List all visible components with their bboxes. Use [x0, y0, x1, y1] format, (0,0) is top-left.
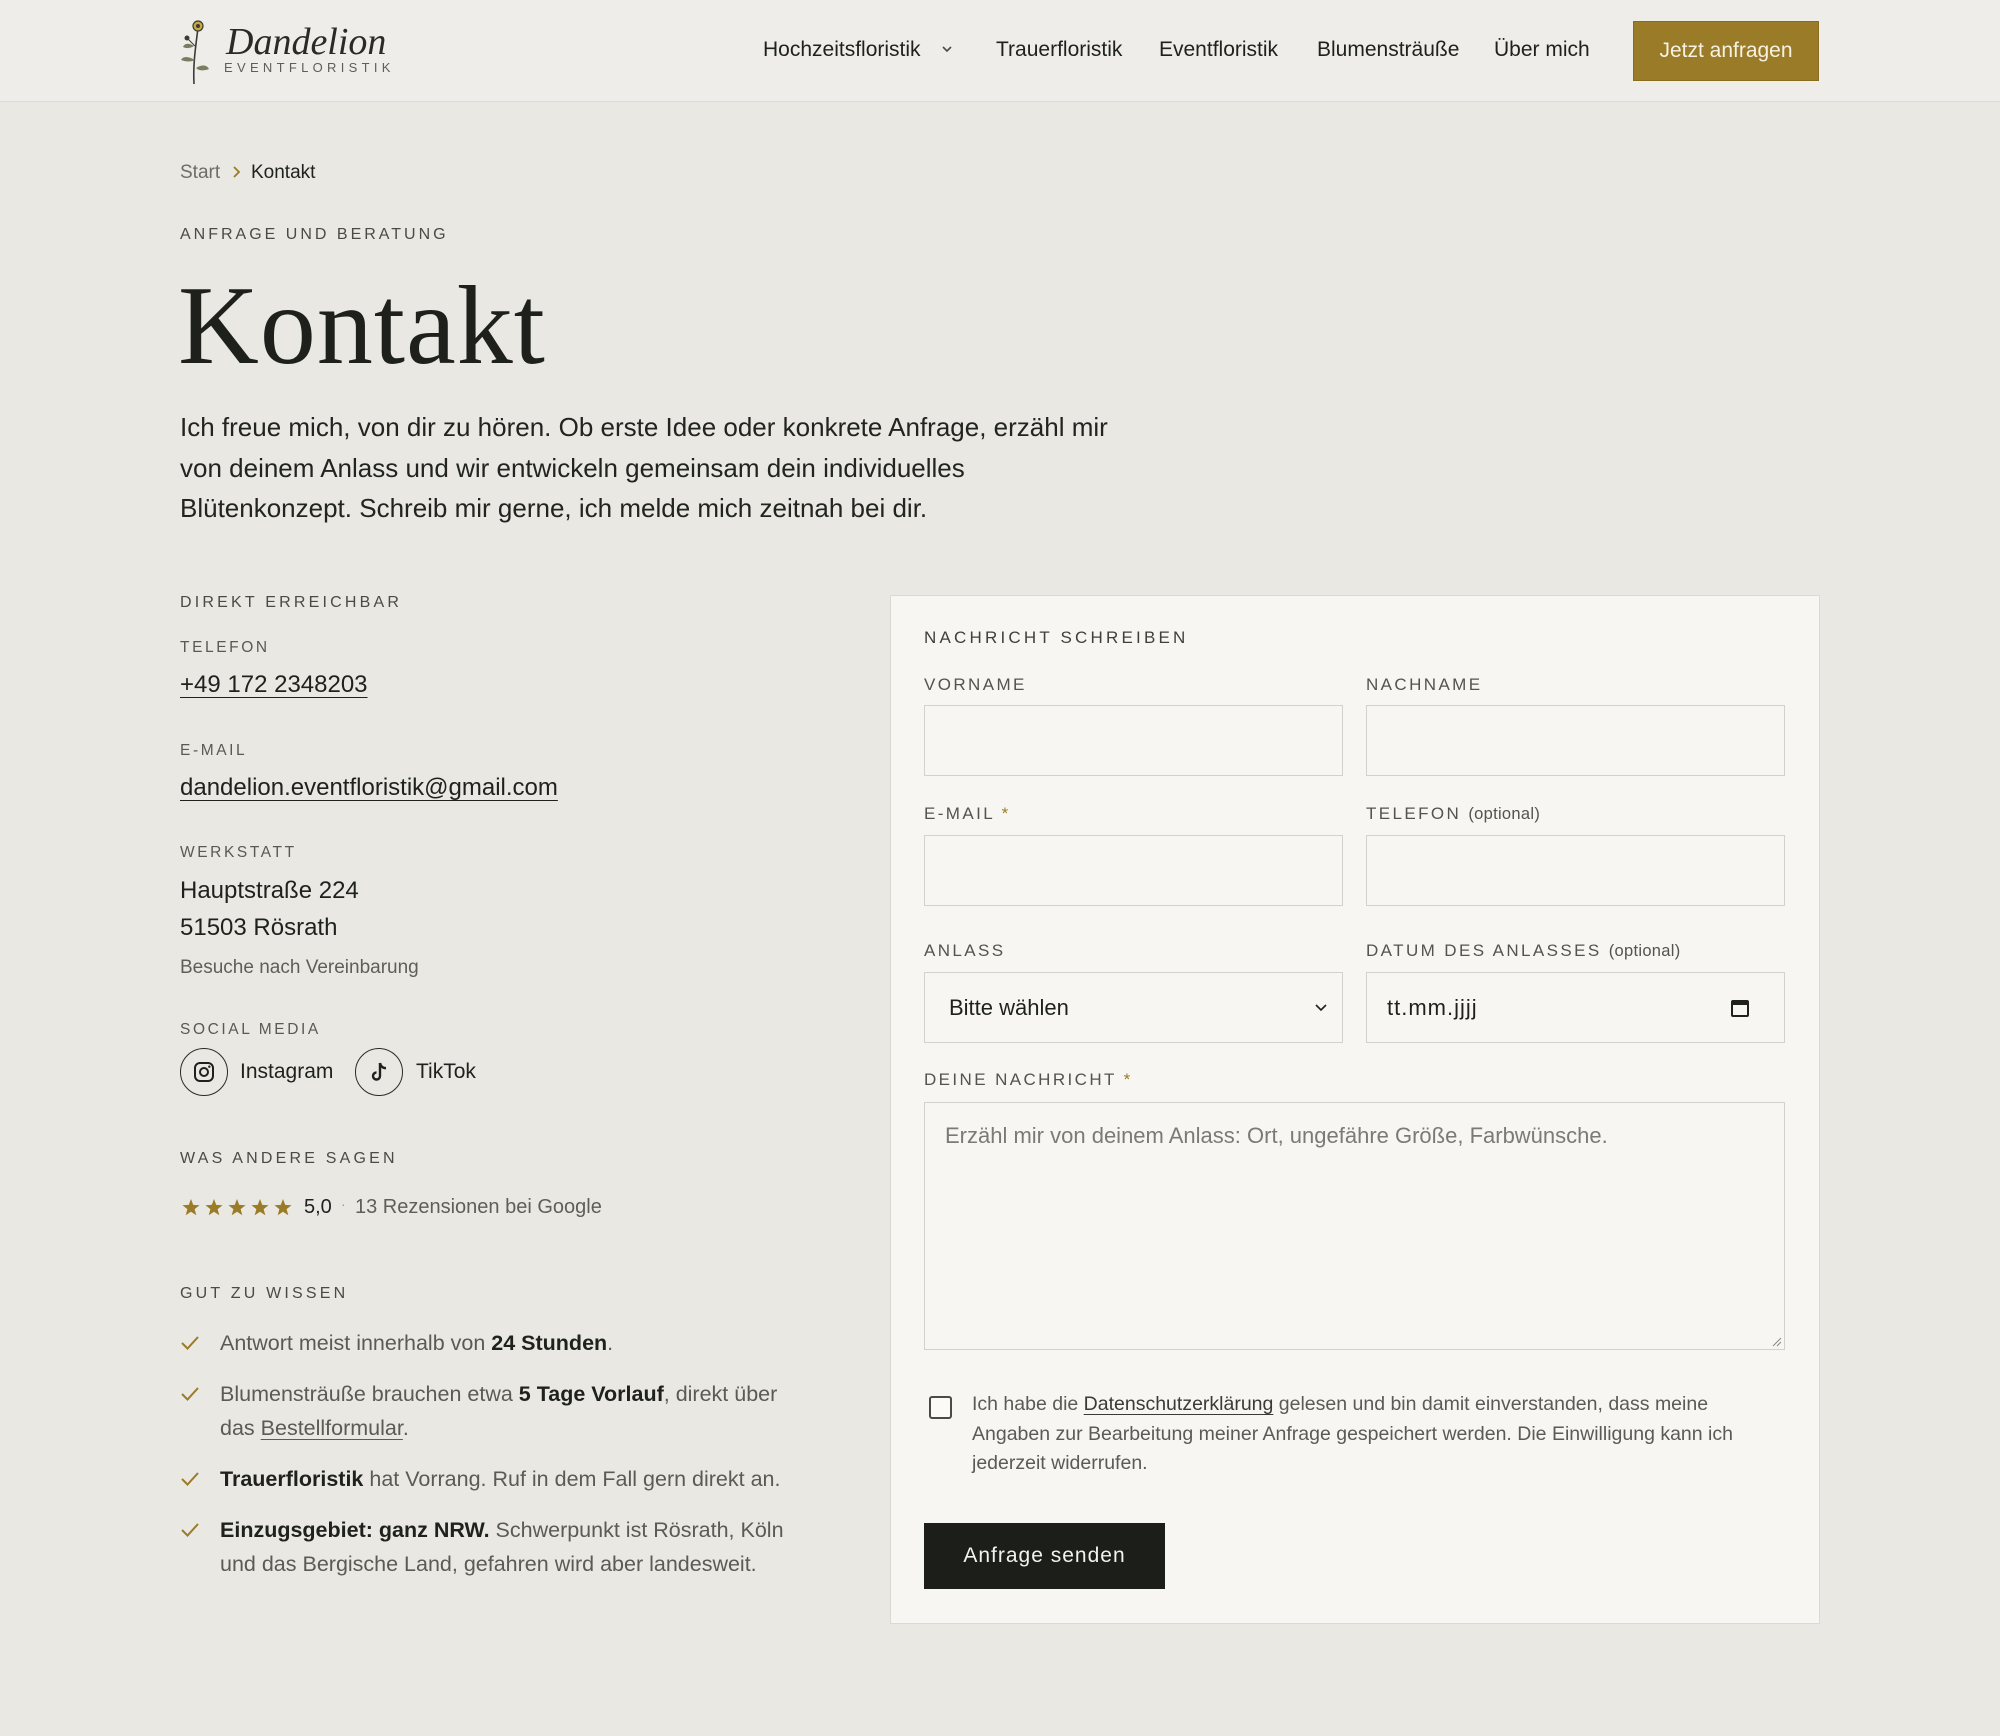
- message-placeholder: Erzähl mir von deinem Anlass: Ort, ungefähre Größe, Farbwünsche.: [945, 1123, 1608, 1148]
- lastname-input[interactable]: [1366, 705, 1785, 776]
- address-city: 51503 Rösrath: [180, 914, 338, 941]
- email-field-label: E-MAIL *: [924, 804, 1011, 823]
- order-form-link[interactable]: Bestellformular: [260, 1416, 403, 1440]
- fact-text: Antwort meist innerhalb von 24 Stunden.: [220, 1331, 614, 1355]
- check-icon: [180, 1470, 200, 1488]
- tiktok-icon[interactable]: [355, 1048, 403, 1096]
- check-icon: [180, 1334, 200, 1352]
- request-cta-button[interactable]: Jetzt anfragen: [1633, 21, 1819, 81]
- star-icon: [274, 1199, 291, 1215]
- occasion-date-label: DATUM DES ANLASSES (optional): [1366, 941, 1681, 960]
- brand-logo[interactable]: [178, 16, 408, 86]
- occasion-select[interactable]: [924, 972, 1343, 1043]
- resize-grip-icon[interactable]: [1770, 1335, 1782, 1347]
- brand-name: Dandelion: [226, 21, 387, 63]
- nav-item-eventfloristik[interactable]: Eventfloristik: [1159, 38, 1279, 61]
- phone-label: TELEFON: [180, 639, 270, 656]
- instagram-link[interactable]: Instagram: [240, 1060, 334, 1083]
- occasion-date-input[interactable]: [1366, 972, 1785, 1043]
- instagram-icon[interactable]: [180, 1048, 228, 1096]
- email-field[interactable]: [924, 835, 1343, 906]
- social-media-label: SOCIAL MEDIA: [180, 1021, 321, 1038]
- occasion-selected-value: Bitte wählen: [949, 994, 1069, 1020]
- star-icon: [182, 1199, 199, 1215]
- site-header: [0, 0, 2000, 102]
- fact-text: Trauerfloristik hat Vorrang. Ruf in dem Fall gern direkt an.: [220, 1467, 781, 1491]
- consent-checkbox[interactable]: [929, 1396, 952, 1419]
- message-label: DEINE NACHRICHT *: [924, 1070, 1133, 1089]
- fact-text: Einzugsgebiet: ganz NRW. Schwerpunkt ist Rösrath, Köln und das Bergische Land, gefahren wird aber landesweit.: [220, 1518, 784, 1576]
- phone-field-label: TELEFON (optional): [1366, 804, 1541, 823]
- facts-heading: GUT ZU WISSEN: [180, 1285, 349, 1302]
- lastname-label: NACHNAME: [1366, 675, 1483, 694]
- form-heading: NACHRICHT SCHREIBEN: [924, 628, 1189, 647]
- check-icon: [180, 1385, 200, 1403]
- rating-separator: ·: [341, 1196, 346, 1212]
- page-title: Kontakt: [178, 264, 546, 388]
- chevron-down-icon[interactable]: [940, 42, 954, 56]
- consent-text: Ich habe die Datenschutzerklärung gelesen und bin damit einverstanden, dass meine Angaben zur Bearbeitung meiner Anfrage gespeichert werden. Die Einwilligung kann ich jederzeit widerrufen.: [972, 1393, 1733, 1474]
- review-count-link[interactable]: 13 Rezensionen bei Google: [355, 1196, 602, 1218]
- phone-field[interactable]: [1366, 835, 1785, 906]
- submit-request-button[interactable]: Anfrage senden: [924, 1523, 1165, 1589]
- nav-item-trauerfloristik[interactable]: Trauerfloristik: [996, 38, 1123, 61]
- firstname-label: VORNAME: [924, 675, 1027, 694]
- workshop-label: WERKSTATT: [180, 844, 297, 861]
- chevron-down-icon: [1314, 1003, 1328, 1013]
- nav-item-hochzeitsfloristik[interactable]: Hochzeitsfloristik: [763, 38, 921, 61]
- nav-item-blumenstraeusse[interactable]: Blumensträuße: [1317, 38, 1460, 61]
- breadcrumb-start-link[interactable]: Start: [180, 162, 221, 183]
- reviews-heading: WAS ANDERE SAGEN: [180, 1150, 398, 1167]
- date-placeholder: tt.mm.jjjj: [1387, 994, 1478, 1020]
- star-icon: [251, 1199, 268, 1215]
- calendar-icon[interactable]: [1730, 998, 1750, 1018]
- message-textarea[interactable]: [924, 1102, 1785, 1350]
- check-icon: [180, 1521, 200, 1539]
- email-link[interactable]: dandelion.eventfloristik@gmail.com: [180, 774, 558, 801]
- privacy-policy-link[interactable]: Datenschutzerklärung: [1083, 1393, 1274, 1415]
- phone-link[interactable]: +49 172 2348203: [180, 671, 368, 698]
- hero-eyebrow: ANFRAGE UND BERATUNG: [180, 226, 449, 243]
- rating-value: 5,0: [304, 1196, 332, 1218]
- breadcrumb-current: Kontakt: [251, 162, 316, 183]
- star-icon: [228, 1199, 245, 1215]
- dandelion-logo-icon: [178, 16, 214, 86]
- intro-text: Ich freue mich, von dir zu hören. Ob erste Idee oder konkrete Anfrage, erzähl mir von deinem Anlass und wir entwickeln gemeinsam dein individuelles Blütenkonzept. Schreib mir gerne, ich melde mich zeitnah bei dir.: [180, 412, 1108, 523]
- star-rating: [180, 1197, 294, 1219]
- address-street: Hauptstraße 224: [180, 877, 359, 904]
- firstname-input[interactable]: [924, 705, 1343, 776]
- fact-text: Blumensträuße brauchen etwa 5 Tage Vorlauf, direkt über das Bestellformular.: [220, 1382, 778, 1440]
- tiktok-link[interactable]: TikTok: [416, 1060, 476, 1083]
- star-icon: [205, 1199, 222, 1215]
- chevron-right-icon: [230, 164, 244, 180]
- nav-item-ueber-mich[interactable]: Über mich: [1494, 38, 1590, 61]
- visit-note: Besuche nach Vereinbarung: [180, 957, 419, 978]
- contact-heading: DIREKT ERREICHBAR: [180, 594, 403, 611]
- email-label: E-MAIL: [180, 742, 248, 759]
- brand-tagline: EVENTFLORISTIK: [224, 60, 395, 75]
- occasion-label: ANLASS: [924, 941, 1006, 960]
